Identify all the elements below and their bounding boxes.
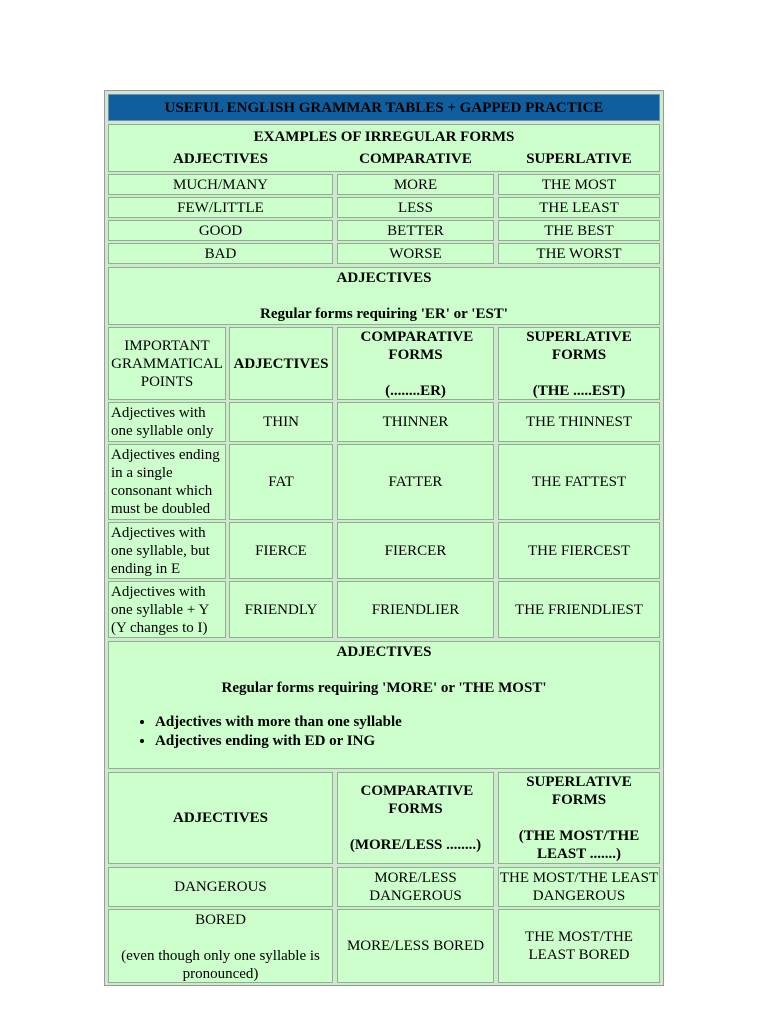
col-superlative-forms-2 xyxy=(498,772,660,864)
table-row-cell xyxy=(229,581,333,638)
cell-text: THE WORST xyxy=(536,245,622,262)
column-label: ADJECTIVES xyxy=(233,355,329,372)
cell-text: MORE/LESS DANGEROUS xyxy=(369,870,462,904)
table-row-cell xyxy=(498,581,660,638)
table-row-cell xyxy=(108,174,333,195)
cell-text: THE MOST xyxy=(541,176,617,193)
cell-text: BORED xyxy=(195,912,246,928)
cell-text: FIERCER xyxy=(384,542,447,559)
column-label: COMPARATIVE FORMS xyxy=(360,783,474,817)
table-row-cell xyxy=(498,174,660,195)
table-row-cell xyxy=(108,402,226,442)
table-row-cell xyxy=(108,581,226,638)
table-row-cell xyxy=(498,402,660,442)
cell-note: (even though only one syllable is pronounced) xyxy=(121,948,320,982)
table-row-cell xyxy=(337,174,494,195)
cell-text: MUCH/MANY xyxy=(172,176,268,193)
cell-text: THE BEST xyxy=(544,222,614,239)
irregular-col-comparative xyxy=(337,148,494,170)
table-row-cell xyxy=(498,444,660,520)
table-row-cell xyxy=(229,522,333,579)
regular-er-subtitle: Regular forms requiring 'ER' or 'EST' xyxy=(260,306,508,322)
grammar-point: Adjectives with one syllable + Y (Y changes to I) xyxy=(111,583,209,636)
list-item: • Adjectives with more than one syllable xyxy=(155,713,659,732)
column-label: COMPARATIVE FORMS xyxy=(360,329,474,363)
grammar-point: Adjectives with one syllable, but ending in E xyxy=(111,524,210,577)
cell-text: THE FIERCEST xyxy=(527,542,631,559)
column-label: SUPERLATIVE xyxy=(526,151,632,167)
col-adjectives-2 xyxy=(108,772,333,864)
table-row-cell xyxy=(108,444,226,520)
table-row-cell xyxy=(498,220,660,241)
cell-text: FAT xyxy=(268,474,294,490)
cell-text: THE THINNEST xyxy=(526,414,632,430)
table-row-cell xyxy=(337,197,494,218)
column-label: SUPERLATIVE FORMS xyxy=(526,329,632,363)
cell-text: FRIENDLIER xyxy=(371,601,460,618)
table-row-cell xyxy=(337,581,494,638)
cell-text: FEW/LITTLE xyxy=(177,199,264,216)
column-label: ADJECTIVES xyxy=(172,810,269,826)
cell-text: THIN xyxy=(263,414,299,430)
col-comparative-forms-2 xyxy=(337,772,494,864)
column-pattern: (THE .....EST) xyxy=(532,383,626,399)
cell-text: THE FATTEST xyxy=(531,474,627,490)
table-row-cell xyxy=(108,243,333,264)
table-row-cell xyxy=(108,220,333,241)
irregular-title: EXAMPLES OF IRREGULAR FORMS xyxy=(253,129,515,145)
cell-text: WORSE xyxy=(389,245,442,262)
grammar-table xyxy=(104,90,664,986)
cell-text: THINNER xyxy=(382,414,449,430)
table-row-cell xyxy=(337,867,494,907)
table-row-cell xyxy=(337,220,494,241)
rule-list xyxy=(109,713,659,751)
column-pattern: (........ER) xyxy=(385,383,446,399)
regular-more-title: ADJECTIVES xyxy=(336,644,432,660)
column-label: COMPARATIVE xyxy=(359,151,472,167)
col-adjectives xyxy=(229,327,333,400)
column-pattern: (THE MOST/THE LEAST .......) xyxy=(518,828,640,862)
cell-text: THE MOST/THE LEAST DANGEROUS xyxy=(499,870,659,904)
cell-text: FRIENDLY xyxy=(244,601,318,618)
table-row-cell xyxy=(108,867,333,907)
column-label: ADJECTIVES xyxy=(172,151,269,167)
column-label: IMPORTANT GRAMMATICAL POINTS xyxy=(111,337,223,390)
table-row-cell xyxy=(108,197,333,218)
table-row-cell xyxy=(498,867,660,907)
list-item: • Adjectives ending with ED or ING xyxy=(155,732,659,751)
col-superlative-forms xyxy=(498,327,660,400)
regular-er-title: ADJECTIVES xyxy=(336,270,432,286)
cell-text: LESS xyxy=(397,199,433,216)
table-row-cell xyxy=(108,909,333,983)
irregular-col-adjectives xyxy=(108,148,333,170)
grammar-point: Adjectives ending in a single consonant which must be doubled xyxy=(111,447,220,517)
cell-text: THE MOST/THE LEAST BORED xyxy=(525,929,633,963)
table-row-cell xyxy=(498,909,660,983)
table-header xyxy=(108,94,660,121)
cell-text: MORE xyxy=(393,176,438,193)
table-row-cell xyxy=(337,444,494,520)
cell-text: FATTER xyxy=(388,474,443,490)
regular-er-title-cell xyxy=(108,267,660,325)
table-row-cell xyxy=(337,909,494,983)
table-row-cell xyxy=(498,522,660,579)
irregular-col-superlative xyxy=(498,148,660,170)
table-title: USEFUL ENGLISH GRAMMAR TABLES + GAPPED PRACTICE xyxy=(164,99,604,116)
table-row-cell xyxy=(229,444,333,520)
regular-more-title-cell xyxy=(108,641,660,769)
column-label: SUPERLATIVE FORMS xyxy=(526,774,632,808)
table-row-cell xyxy=(229,402,333,442)
col-important-points xyxy=(108,327,226,400)
cell-text: BETTER xyxy=(387,222,444,239)
cell-text: MORE/LESS BORED xyxy=(346,938,485,954)
cell-text: GOOD xyxy=(198,222,243,239)
cell-text: THE LEAST xyxy=(539,199,619,216)
table-row-cell xyxy=(337,402,494,442)
column-pattern: (MORE/LESS ........) xyxy=(349,837,482,853)
cell-text: FIERCE xyxy=(255,542,307,559)
table-row-cell xyxy=(337,243,494,264)
col-comparative-forms xyxy=(337,327,494,400)
table-row-cell xyxy=(498,197,660,218)
regular-more-subtitle: Regular forms requiring 'MORE' or 'THE MOST' xyxy=(221,680,547,696)
table-row-cell xyxy=(498,243,660,264)
cell-text: DANGEROUS xyxy=(174,879,267,895)
table-row-cell xyxy=(108,522,226,579)
cell-text: THE FRIENDLIEST xyxy=(515,601,643,618)
cell-text: BAD xyxy=(204,245,237,262)
grammar-point: Adjectives with one syllable only xyxy=(111,405,214,439)
table-row-cell xyxy=(337,522,494,579)
